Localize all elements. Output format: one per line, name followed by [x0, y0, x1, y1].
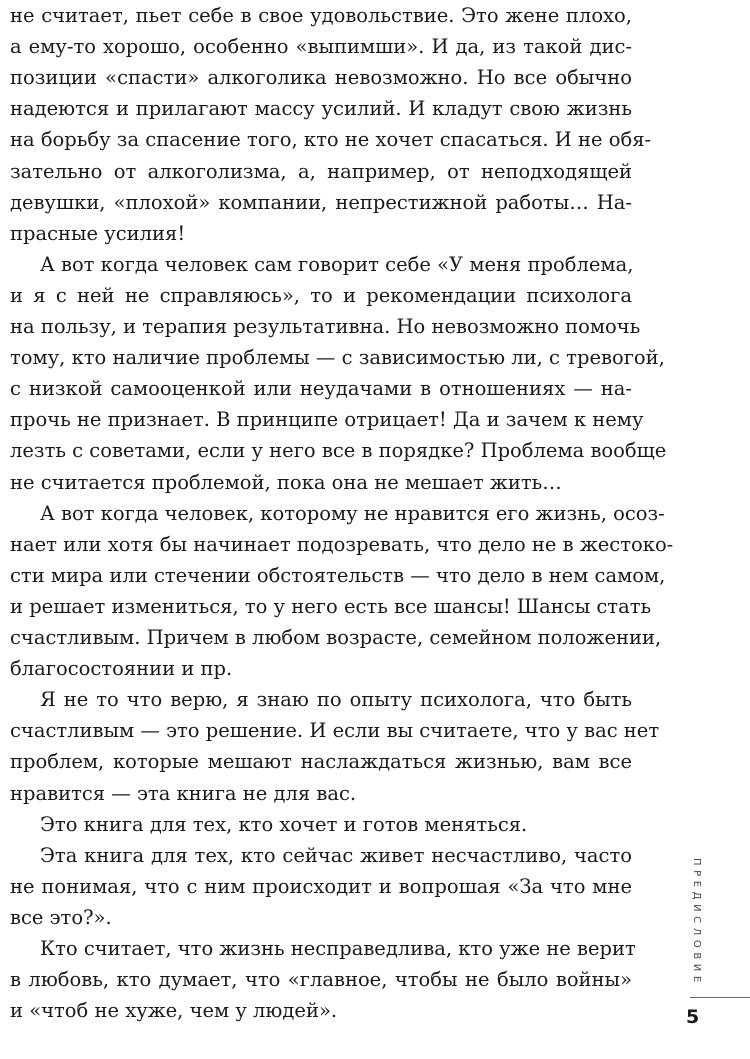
text-line: не считается проблемой, пока она не мешает жить…: [10, 470, 562, 494]
text-line: в любовь, кто думает, что «главное, чтобы не было войны»: [10, 968, 632, 992]
text-line: а ему-то хорошо, особенно «выпимши». И да, из такой дис-: [10, 35, 632, 59]
text-line: не понимая, что с ним происходит и вопрошая «За что мне: [10, 874, 632, 898]
text-line: позиции «спасти» алкоголика невозможно. Но все обычно: [10, 66, 632, 90]
text-line: и «чтоб не хуже, чем у людей».: [10, 999, 338, 1023]
text-line: зательно от алкоголизма, а, например, от неподходящей: [10, 159, 632, 183]
text-line: на пользу, и терапия результативна. Но невозможно помочь: [10, 315, 641, 338]
text-line: прочь не признает. В принципе отрицает! Да и зачем к нему: [10, 408, 644, 432]
text-line: девушки, «плохой» компании, непрестижной работы… На-: [10, 190, 632, 214]
text-line: Я не то что верю, я знаю по опыту психолога, что быть: [40, 688, 632, 712]
text-line: с низкой самооценкой или неудачами в отношениях — на-: [10, 377, 632, 401]
text-line: и я с ней не справляюсь», то и рекомендации психолога: [10, 283, 632, 307]
text-line: на борьбу за спасение того, кто не хочет спасаться. И не обя-: [10, 128, 652, 152]
text-line: проблем, которые мешают наслаждаться жизнью, вам все: [10, 750, 632, 774]
text-line: Это книга для тех, кто хочет и готов меняться.: [40, 812, 528, 836]
text-line: Кто считает, что жизнь несправедлива, кто уже не верит: [40, 937, 636, 960]
text-line: лезть с советами, если у него все в порядке? Проблема вообще: [10, 439, 667, 463]
text-line: А вот когда человек сам говорит себе «У меня проблема,: [40, 252, 634, 276]
text-line: А вот когда человек, которому не нравится его жизнь, осоз-: [40, 501, 665, 525]
text-line: прасные усилия!: [10, 221, 186, 245]
text-line: не считает, пьет себе в свое удовольствие. Это жене плохо,: [10, 4, 632, 27]
running-head: ПРЕДИСЛОВИЕ: [691, 858, 702, 987]
page-number: 5: [686, 1006, 700, 1028]
text-line: надеются и прилагают массу усилий. И кладут свою жизнь: [10, 97, 632, 121]
text-line: нает или хотя бы начинает подозревать, что дело не в жестоко-: [10, 532, 674, 556]
text-line: Эта книга для тех, кто сейчас живет несчастливо, часто: [40, 843, 632, 867]
text-line: и решает измениться, то у него есть все шансы! Шансы стать: [10, 594, 652, 618]
text-line: счастливым. Причем в любом возрасте, семейном положении,: [10, 626, 662, 649]
text-line: счастливым — это решение. И если вы считаете, что у вас нет: [10, 719, 660, 743]
text-line: благосостоянии и пр.: [10, 657, 233, 681]
text-line: нравится — эта книга не для вас.: [10, 781, 357, 805]
text-line: все это?».: [10, 905, 112, 929]
text-line: тому, кто наличие проблемы — с зависимостью ли, с тревогой,: [10, 346, 665, 370]
text-line: сти мира или стечении обстоятельств — что дело в нем самом,: [10, 563, 666, 587]
footer-rule: [690, 997, 750, 998]
